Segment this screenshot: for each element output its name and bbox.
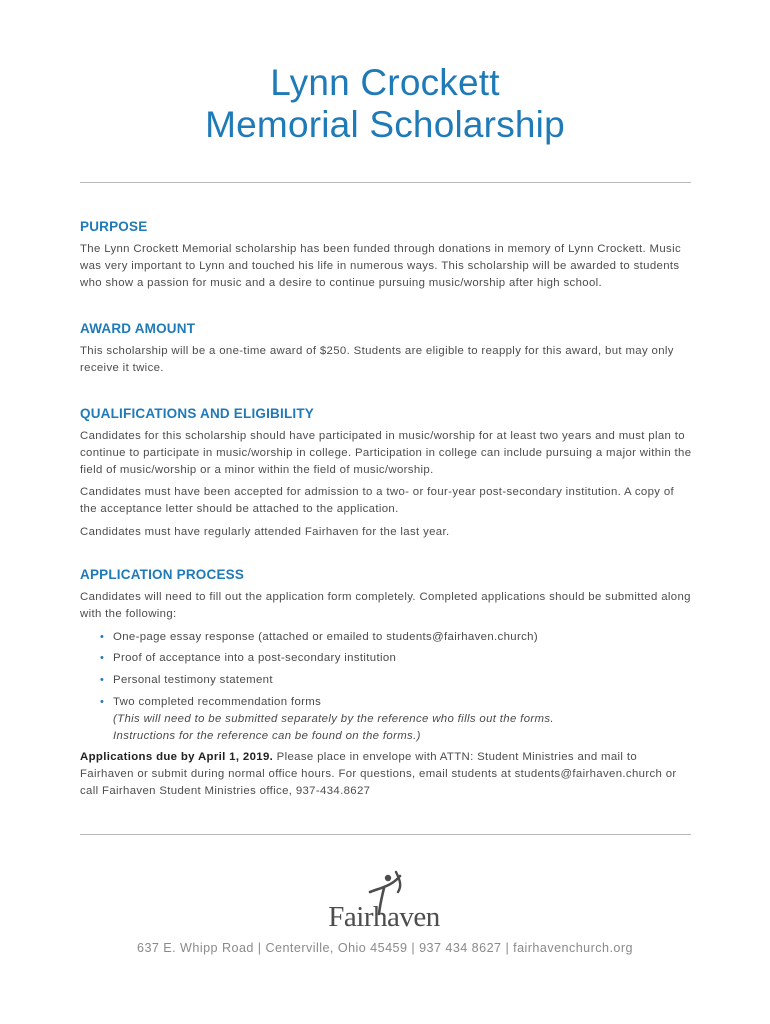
praise-figure-icon bbox=[322, 870, 447, 932]
bottom-divider bbox=[80, 834, 691, 835]
closing-text: Please place in envelope with ATTN: Student Ministries and mail to Fairhaven or submit during normal office hours. For questions, email students at students@fairhaven.church or call Fairhaven Student Ministries office, 937-434.8627 bbox=[80, 751, 677, 797]
reference-note-line-1: (This will need to be submitted separately by the reference who fills out the forms. bbox=[113, 712, 554, 725]
reference-note-line-2: Instructions for the reference can be found on the forms.) bbox=[113, 729, 421, 742]
list-item: • One-page essay response (attached or emailed to students@fairhaven.church) bbox=[100, 629, 692, 646]
qualifications-paragraph: Candidates must have regularly attended Fairhaven for the last year. bbox=[80, 525, 450, 538]
logo-text: Fairhaven bbox=[328, 901, 440, 932]
due-date: Applications due by April 1, 2019. bbox=[80, 751, 274, 764]
bullet-icon: • bbox=[100, 630, 105, 643]
title-line-1: Lynn Crockett bbox=[270, 62, 500, 103]
purpose-text: The Lynn Crockett Memorial scholarship has been funded through donations in memory of Lynn Crockett. Music was very important to Lynn and touched his life in numerous ways. This scholarship will be awarded to students who show a passion for music and a desire to continue pursuing music/worship after high school. bbox=[80, 243, 682, 289]
bullet-icon: • bbox=[100, 695, 105, 708]
qualifications-heading: QUALIFICATIONS AND ELIGIBILITY bbox=[80, 406, 314, 421]
top-divider bbox=[80, 182, 691, 183]
application-section bbox=[80, 567, 692, 806]
fairhaven-logo bbox=[322, 870, 447, 932]
application-deadline bbox=[80, 749, 692, 799]
application-intro: Candidates will need to fill out the application form completely. Completed applications should be submitted along with the following: bbox=[80, 591, 691, 620]
requirements-list bbox=[80, 629, 692, 745]
award-text: This scholarship will be a one-time award of $250. Students are eligible to reapply for this award, but may only receive it twice. bbox=[80, 345, 674, 374]
qualifications-paragraph: Candidates must have been accepted for admission to a two- or four-year post-secondary institution. A copy of the acceptance letter should be attached to the application. bbox=[80, 486, 675, 516]
document-title bbox=[0, 62, 770, 146]
qualifications-section bbox=[80, 406, 692, 547]
qualifications-paragraph: Candidates for this scholarship should have participated in music/worship for at least two years and must plan to continue to participate in music/worship in college. Participation in college can include pursuing a major within the field of music/worship or a minor within the field of music/worship. bbox=[80, 430, 692, 476]
application-heading: APPLICATION PROCESS bbox=[80, 567, 245, 582]
award-heading: AWARD AMOUNT bbox=[80, 321, 196, 336]
list-item: • Two completed recommendation forms (This will need to be submitted separately by the reference who fills out the forms. Instructions for the reference can be found on the forms.) bbox=[100, 694, 692, 744]
footer-address: 637 E. Whipp Road | Centerville, Ohio 45459 | 937 434 8627 | fairhavenchurch.org bbox=[137, 941, 633, 955]
bullet-icon: • bbox=[100, 652, 105, 665]
list-item: • Personal testimony statement bbox=[100, 672, 692, 689]
bullet-icon: • bbox=[100, 674, 105, 687]
award-section bbox=[80, 321, 692, 383]
purpose-section bbox=[80, 219, 692, 297]
list-item: • Proof of acceptance into a post-secondary institution bbox=[100, 650, 692, 667]
title-line-2: Memorial Scholarship bbox=[205, 104, 565, 145]
purpose-heading: PURPOSE bbox=[80, 219, 148, 234]
